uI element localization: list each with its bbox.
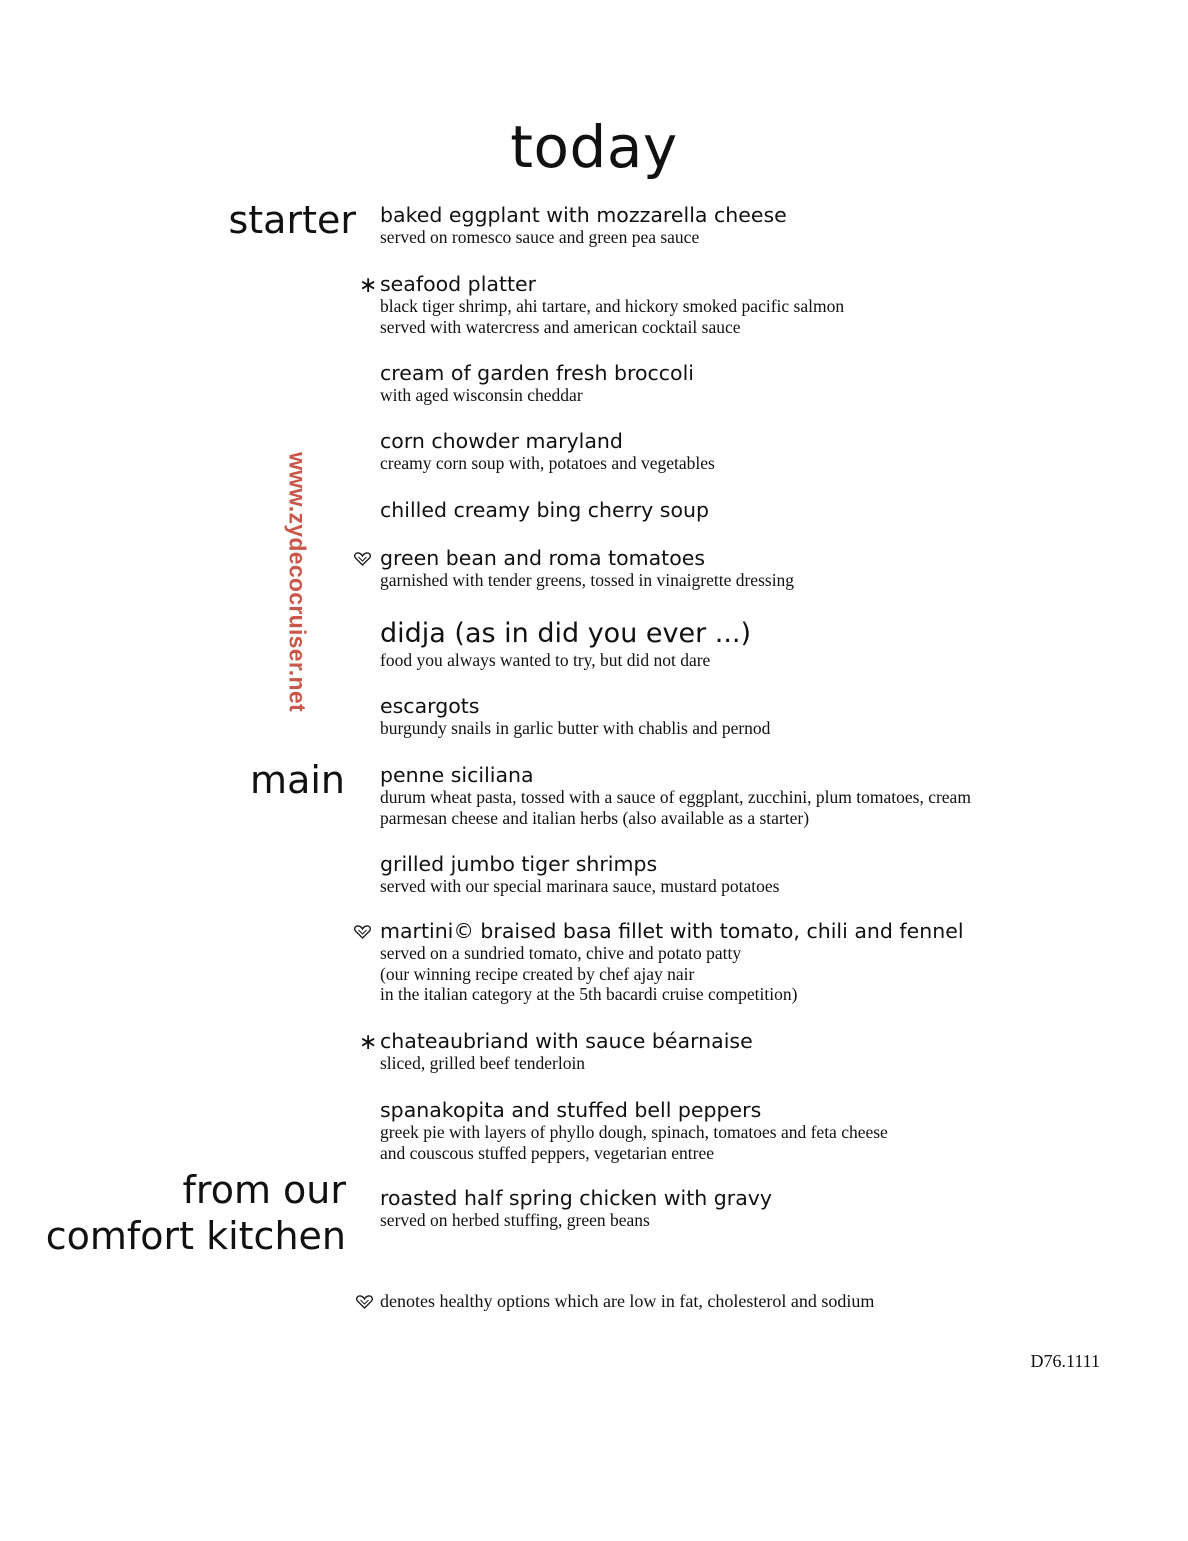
menu-item	[380, 852, 1140, 897]
section-label-main: main	[250, 758, 345, 802]
heart-icon	[354, 925, 371, 939]
menu-item-description: served on romesco sauce and green pea sauce	[380, 227, 700, 247]
section-label-comfort-line2: comfort kitchen	[45, 1214, 346, 1258]
menu-item-name: penne siciliana	[380, 763, 534, 787]
menu-item-name: chilled creamy bing cherry soup	[380, 498, 710, 522]
menu-item	[380, 694, 1140, 739]
menu-item-name: grilled jumbo tiger shrimps	[380, 852, 658, 876]
menu-item	[380, 919, 1140, 1005]
heart-icon	[354, 552, 371, 566]
menu-item-name: chateaubriand with sauce béarnaise	[380, 1029, 753, 1053]
menu-item	[380, 203, 1140, 248]
menu-item-name: roasted half spring chicken with gravy	[380, 1186, 773, 1210]
star-marker: ∗	[359, 273, 378, 298]
menu-item	[359, 272, 1140, 337]
menu-item-description: (our winning recipe created by chef ajay nair	[380, 963, 695, 984]
footnote	[380, 1290, 874, 1312]
menu-item-name: martini© braised basa fillet with tomato, chili and fennel	[380, 919, 964, 943]
menu-item-description: burgundy snails in garlic butter with chablis and pernod	[380, 718, 771, 738]
section-label-starter: starter	[228, 198, 356, 242]
menu-item-description: served on a sundried tomato, chive and potato patty	[380, 943, 742, 963]
menu-item-name: baked eggplant with mozzarella cheese	[380, 203, 787, 227]
heart-icon	[356, 1295, 373, 1309]
menu-item-description: served with our special marinara sauce, mustard potatoes	[380, 876, 780, 896]
menu-code: D76.1111	[1030, 1351, 1100, 1371]
menu-item-description: served with watercress and american cocktail sauce	[380, 316, 741, 337]
page-title: today	[510, 113, 678, 181]
menu-item	[380, 361, 1140, 406]
menu-item-description: black tiger shrimp, ahi tartare, and hickory smoked pacific salmon	[380, 296, 845, 316]
menu-item-description: creamy corn soup with, potatoes and vegetables	[380, 453, 715, 473]
menu-item-name: spanakopita and stuffed bell peppers	[380, 1098, 762, 1122]
menu-item-description: with aged wisconsin cheddar	[380, 385, 583, 405]
menu-item-description: garnished with tender greens, tossed in vinaigrette dressing	[380, 570, 795, 590]
menu-item	[380, 429, 1140, 474]
footnote-text: denotes healthy options which are low in fat, cholesterol and sodium	[380, 1291, 875, 1311]
menu-item-description: greek pie with layers of phyllo dough, spinach, tomatoes and feta cheese	[380, 1122, 888, 1142]
menu-item	[380, 618, 1140, 671]
menu-item	[380, 763, 1140, 828]
menu-item	[380, 498, 1140, 522]
menu-item-description: durum wheat pasta, tossed with a sauce of eggplant, zucchini, plum tomatoes, cream	[380, 787, 971, 807]
section-label-comfort-kitchen	[46, 1167, 346, 1259]
section-label-comfort-line1: from our	[182, 1168, 346, 1212]
menu-item-description: food you always wanted to try, but did not dare	[380, 650, 711, 670]
menu-item-name: green bean and roma tomatoes	[380, 546, 706, 570]
menu-item-description: and couscous stuffed peppers, vegetarian entree	[380, 1142, 714, 1163]
star-marker: ∗	[359, 1030, 378, 1055]
menu-item	[380, 1098, 1140, 1163]
menu-item-name: seafood platter	[380, 272, 537, 296]
watermark: www.zydecocruiser.net	[284, 452, 311, 712]
menu-item-name: cream of garden fresh broccoli	[380, 361, 694, 385]
menu-item-description: in the italian category at the 5th bacardi cruise competition)	[380, 984, 798, 1004]
menu-item	[380, 1186, 1140, 1231]
menu-item-description: parmesan cheese and italian herbs (also available as a starter)	[380, 807, 810, 828]
menu-item-name: escargots	[380, 694, 480, 718]
menu-item-name: didja (as in did you ever ...)	[380, 618, 752, 649]
menu-item	[380, 546, 1140, 591]
menu-item	[359, 1029, 1140, 1074]
menu-item-description: served on herbed stuffing, green beans	[380, 1210, 650, 1230]
menu-item-name: corn chowder maryland	[380, 429, 623, 453]
menu-item-description: sliced, grilled beef tenderloin	[380, 1053, 586, 1073]
